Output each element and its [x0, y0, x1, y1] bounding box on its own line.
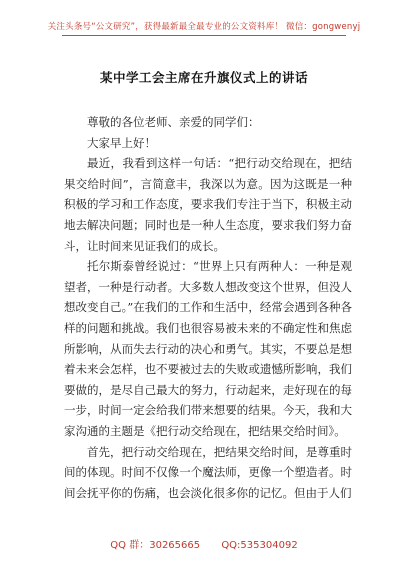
body-paragraph-3: 首先，把行动交给现在，把结果交给时间，是尊重时间的体现。时间不仅像一个魔法师，更像一个塑造者。时间会抚平你的伤痛，也会淡化很多你的记忆。但由于人们 — [64, 444, 352, 500]
header-banner: 关注头条号“公文研究”，获得最新最全最专业的公文资料库！ 微信：gongwenyj — [47, 22, 361, 32]
greeting: 大家早上好！ — [87, 135, 156, 150]
header-divider — [62, 35, 346, 36]
document-body — [64, 112, 352, 503]
body-paragraph-1: 最近，我看到这样一句话：“把行动交给现在，把结果交给时间”，言简意丰，我深以为意。因为这既是一种积极的学习和工作态度，要求我们专注于当下，积极主动地去解决问题；同时也是一种人生态度，要求我们努力奋斗，让时间来见证我们的成长。 — [64, 156, 352, 253]
document-title: 某中学工会主席在升旗仪式上的讲话 — [99, 70, 308, 85]
footer-contact — [0, 536, 408, 551]
footer-qq-group: QQ 群：30265665 — [110, 540, 201, 551]
salutation: 尊敬的各位老师、亲爱的同学们： — [87, 115, 260, 129]
footer-qq-number: QQ:535304092 — [221, 540, 298, 551]
body-paragraph-2: 托尔斯泰曾经说过：“世界上只有两种人：一种是观望者，一种是行动者。大多数人想改变这个世界，但没人想改变自己。”在我们的工作和生活中，经常会遇到各种各样的问题和挑战。我们也很容易被未来的不确定性和焦虑所影响，从而失去行动的决心和勇气。其实，不要总是想着未来会怎样，也不要被过去的失败或遗憾所影响，我们要做的，是尽自己最大的努力，行动起来，走好现在的每一步，时间一定会给我们带来想要的结果。今天，我和大家沟通的主题是《把行动交给现在，把结果交给时间》。 — [64, 259, 352, 438]
